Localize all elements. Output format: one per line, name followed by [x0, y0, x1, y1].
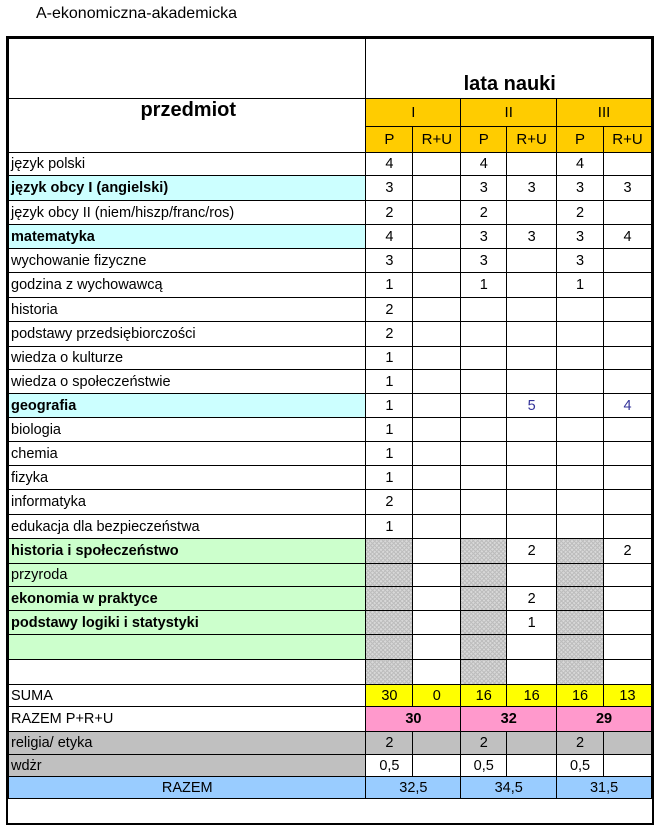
razem-pru-label: RAZEM P+R+U — [9, 707, 366, 732]
hours-cell — [461, 418, 507, 442]
hours-cell — [366, 635, 413, 660]
hours-cell — [366, 539, 413, 564]
hours-cell: 3 — [507, 176, 557, 201]
table-row — [9, 201, 652, 225]
hours-cell — [604, 298, 652, 322]
hours-cell — [557, 442, 604, 466]
hours-cell: 3 — [461, 176, 507, 201]
subject-name: podstawy przedsiębiorczości — [9, 322, 366, 347]
table-row — [9, 273, 652, 298]
hours-cell — [413, 539, 461, 564]
hours-cell — [413, 466, 461, 490]
hours-cell — [507, 442, 557, 466]
hours-cell — [413, 176, 461, 201]
subject-name: edukacja dla bezpieczeństwa — [9, 515, 366, 539]
hours-cell — [461, 635, 507, 660]
subject-name: ekonomia w praktyce — [9, 587, 366, 611]
table-row — [9, 777, 652, 799]
hours-cell — [461, 394, 507, 418]
hours-cell — [413, 442, 461, 466]
subject-name: historia i społeczeństwo — [9, 539, 366, 564]
hours-cell — [507, 273, 557, 298]
subject-name: podstawy logiki i statystyki — [9, 611, 366, 635]
hours-cell — [461, 564, 507, 587]
hours-cell: 2 — [507, 587, 557, 611]
hours-cell — [507, 418, 557, 442]
hours-cell: 1 — [366, 466, 413, 490]
subject-name: wychowanie fizyczne — [9, 249, 366, 273]
hours-cell: 3 — [366, 249, 413, 273]
hours-cell — [461, 298, 507, 322]
hours-cell — [461, 442, 507, 466]
hours-cell — [413, 273, 461, 298]
hours-cell: 1 — [366, 273, 413, 298]
table-row — [9, 635, 652, 660]
hours-cell — [461, 515, 507, 539]
hours-cell: 3 — [507, 225, 557, 249]
hours-cell — [557, 564, 604, 587]
hours-cell — [604, 273, 652, 298]
hours-cell: 2 — [461, 201, 507, 225]
hours-cell: 1 — [366, 418, 413, 442]
hours-cell: 1 — [366, 442, 413, 466]
sub-heading: R+U — [604, 127, 652, 153]
hours-cell — [507, 490, 557, 515]
hours-cell: 2 — [604, 539, 652, 564]
hours-cell — [604, 442, 652, 466]
subject-name: przyroda — [9, 564, 366, 587]
table-row — [9, 176, 652, 201]
hours-cell — [604, 611, 652, 635]
hours-cell — [604, 466, 652, 490]
suma-cell: 16 — [557, 685, 604, 707]
hours-cell — [507, 322, 557, 347]
hours-cell: 4 — [366, 225, 413, 249]
religia-cell: 2 — [461, 732, 507, 755]
hours-cell — [413, 322, 461, 347]
year-heading-3: III — [557, 99, 652, 127]
hours-cell — [557, 298, 604, 322]
hours-cell — [413, 635, 461, 660]
hours-cell — [557, 515, 604, 539]
hours-cell: 1 — [366, 347, 413, 370]
hours-cell — [413, 587, 461, 611]
sub-heading: P — [557, 127, 604, 153]
hours-cell — [507, 466, 557, 490]
hours-cell — [557, 587, 604, 611]
subject-name: chemia — [9, 442, 366, 466]
hours-cell — [461, 347, 507, 370]
hours-cell: 1 — [557, 273, 604, 298]
hours-cell: 1 — [366, 394, 413, 418]
subject-name: godzina z wychowawcą — [9, 273, 366, 298]
hours-cell — [604, 490, 652, 515]
hours-cell: 1 — [507, 611, 557, 635]
year-heading-2: II — [461, 99, 557, 127]
wdzr-cell — [507, 755, 557, 777]
religia-cell — [413, 732, 461, 755]
razem-pru-cell: 30 — [366, 707, 461, 732]
hours-cell — [413, 611, 461, 635]
hours-cell: 2 — [366, 298, 413, 322]
razem-pru-cell: 32 — [461, 707, 557, 732]
religia-cell — [604, 732, 652, 755]
document-title: A-ekonomiczna-akademicka — [36, 5, 237, 22]
hours-cell — [507, 153, 557, 176]
table-row — [9, 660, 652, 685]
hours-cell — [604, 347, 652, 370]
hours-cell: 1 — [366, 370, 413, 394]
hours-cell — [557, 611, 604, 635]
hours-cell — [366, 587, 413, 611]
wdzr-cell: 0,5 — [557, 755, 604, 777]
table-row — [9, 732, 652, 755]
hours-cell — [604, 249, 652, 273]
table-row — [9, 611, 652, 635]
hours-cell — [413, 153, 461, 176]
hours-cell — [557, 322, 604, 347]
razem-label: RAZEM — [9, 777, 366, 799]
table-row — [9, 587, 652, 611]
suma-cell: 0 — [413, 685, 461, 707]
hours-cell: 2 — [557, 201, 604, 225]
table-row — [9, 685, 652, 707]
hours-cell — [557, 490, 604, 515]
table-row — [9, 515, 652, 539]
hours-cell — [507, 201, 557, 225]
religia-cell: 2 — [366, 732, 413, 755]
suma-cell: 13 — [604, 685, 652, 707]
hours-cell — [413, 225, 461, 249]
hours-cell — [557, 635, 604, 660]
hours-cell — [507, 635, 557, 660]
hours-cell — [557, 370, 604, 394]
hours-cell — [604, 660, 652, 685]
hours-cell: 3 — [557, 176, 604, 201]
wdzr-cell — [604, 755, 652, 777]
table-row — [9, 418, 652, 442]
table-row — [9, 298, 652, 322]
hours-cell — [461, 322, 507, 347]
hours-cell — [557, 347, 604, 370]
hours-cell — [461, 370, 507, 394]
wdzr-cell — [413, 755, 461, 777]
table-row — [9, 225, 652, 249]
wdzr-cell: 0,5 — [461, 755, 507, 777]
subject-name: język polski — [9, 153, 366, 176]
razem-cell: 32,5 — [366, 777, 461, 799]
religia-label: religia/ etyka — [9, 732, 366, 755]
subject-name: geografia — [9, 394, 366, 418]
subject-name: język obcy I (angielski) — [9, 176, 366, 201]
subject-name: wiedza o kulturze — [9, 347, 366, 370]
hours-cell — [507, 660, 557, 685]
hours-cell — [413, 490, 461, 515]
hours-cell: 3 — [366, 176, 413, 201]
religia-cell — [507, 732, 557, 755]
hours-cell: 3 — [557, 249, 604, 273]
suma-cell: 16 — [507, 685, 557, 707]
table-row — [9, 442, 652, 466]
hours-cell — [366, 611, 413, 635]
hours-cell: 4 — [604, 225, 652, 249]
hours-cell — [604, 201, 652, 225]
hours-cell — [507, 249, 557, 273]
hours-cell: 3 — [557, 225, 604, 249]
subject-name — [9, 660, 366, 685]
hours-cell — [604, 587, 652, 611]
table-row — [9, 466, 652, 490]
hours-cell: 3 — [461, 249, 507, 273]
table-row — [9, 249, 652, 273]
year-heading-1: I — [366, 99, 461, 127]
lata-nauki-heading: lata nauki — [366, 39, 652, 99]
subject-name — [9, 635, 366, 660]
sub-heading: R+U — [413, 127, 461, 153]
table-row — [9, 153, 652, 176]
sub-heading: P — [366, 127, 413, 153]
hours-cell: 2 — [507, 539, 557, 564]
hours-cell — [413, 564, 461, 587]
sub-heading: P — [461, 127, 507, 153]
sub-heading: R+U — [507, 127, 557, 153]
table-row — [9, 370, 652, 394]
hours-cell: 5 — [507, 394, 557, 418]
hours-cell: 2 — [366, 322, 413, 347]
hours-cell — [557, 539, 604, 564]
hours-cell: 2 — [366, 490, 413, 515]
hours-cell: 3 — [604, 176, 652, 201]
hours-cell — [604, 515, 652, 539]
hours-cell — [507, 564, 557, 587]
suma-label: SUMA — [9, 685, 366, 707]
curriculum-table-frame — [6, 36, 654, 825]
hours-cell — [413, 249, 461, 273]
hours-cell — [413, 418, 461, 442]
hours-cell — [461, 611, 507, 635]
table-row — [9, 39, 652, 99]
hours-cell: 4 — [557, 153, 604, 176]
wdzr-label: wdżr — [9, 755, 366, 777]
hours-cell — [604, 564, 652, 587]
subject-name: wiedza o społeczeństwie — [9, 370, 366, 394]
hours-cell — [413, 515, 461, 539]
hours-cell — [413, 298, 461, 322]
table-row — [9, 755, 652, 777]
hours-cell: 4 — [461, 153, 507, 176]
hours-cell — [557, 394, 604, 418]
razem-pru-cell: 29 — [557, 707, 652, 732]
hours-cell: 4 — [366, 153, 413, 176]
subject-name: fizyka — [9, 466, 366, 490]
hours-cell: 4 — [604, 394, 652, 418]
hours-cell — [507, 370, 557, 394]
hours-cell — [557, 418, 604, 442]
subject-name: informatyka — [9, 490, 366, 515]
hours-cell — [366, 660, 413, 685]
table-row — [9, 322, 652, 347]
table-row — [9, 99, 652, 127]
hours-cell — [413, 370, 461, 394]
hours-cell — [507, 347, 557, 370]
razem-cell: 34,5 — [461, 777, 557, 799]
subject-name: biologia — [9, 418, 366, 442]
razem-cell: 31,5 — [557, 777, 652, 799]
suma-cell: 16 — [461, 685, 507, 707]
hours-cell: 3 — [461, 225, 507, 249]
table-row — [9, 564, 652, 587]
table-row — [9, 539, 652, 564]
hours-cell — [413, 660, 461, 685]
header-spacer — [9, 39, 366, 99]
hours-cell: 2 — [366, 201, 413, 225]
hours-cell — [507, 515, 557, 539]
hours-cell — [413, 201, 461, 225]
hours-cell — [604, 635, 652, 660]
curriculum-table — [8, 38, 652, 799]
subject-name: język obcy II (niem/hiszp/franc/ros) — [9, 201, 366, 225]
hours-cell: 1 — [461, 273, 507, 298]
hours-cell — [461, 466, 507, 490]
hours-cell — [557, 660, 604, 685]
subject-name: historia — [9, 298, 366, 322]
hours-cell — [413, 394, 461, 418]
hours-cell — [557, 466, 604, 490]
religia-cell: 2 — [557, 732, 604, 755]
table-row — [9, 707, 652, 732]
hours-cell — [461, 587, 507, 611]
hours-cell — [604, 153, 652, 176]
hours-cell — [461, 660, 507, 685]
wdzr-cell: 0,5 — [366, 755, 413, 777]
hours-cell — [604, 418, 652, 442]
table-row — [9, 347, 652, 370]
hours-cell — [461, 490, 507, 515]
suma-cell: 30 — [366, 685, 413, 707]
hours-cell — [366, 564, 413, 587]
table-row — [9, 490, 652, 515]
subject-name: matematyka — [9, 225, 366, 249]
hours-cell: 1 — [366, 515, 413, 539]
hours-cell — [604, 370, 652, 394]
hours-cell — [413, 347, 461, 370]
table-row — [9, 394, 652, 418]
hours-cell — [604, 322, 652, 347]
przedmiot-heading: przedmiot — [9, 99, 366, 153]
hours-cell — [461, 539, 507, 564]
hours-cell — [507, 298, 557, 322]
